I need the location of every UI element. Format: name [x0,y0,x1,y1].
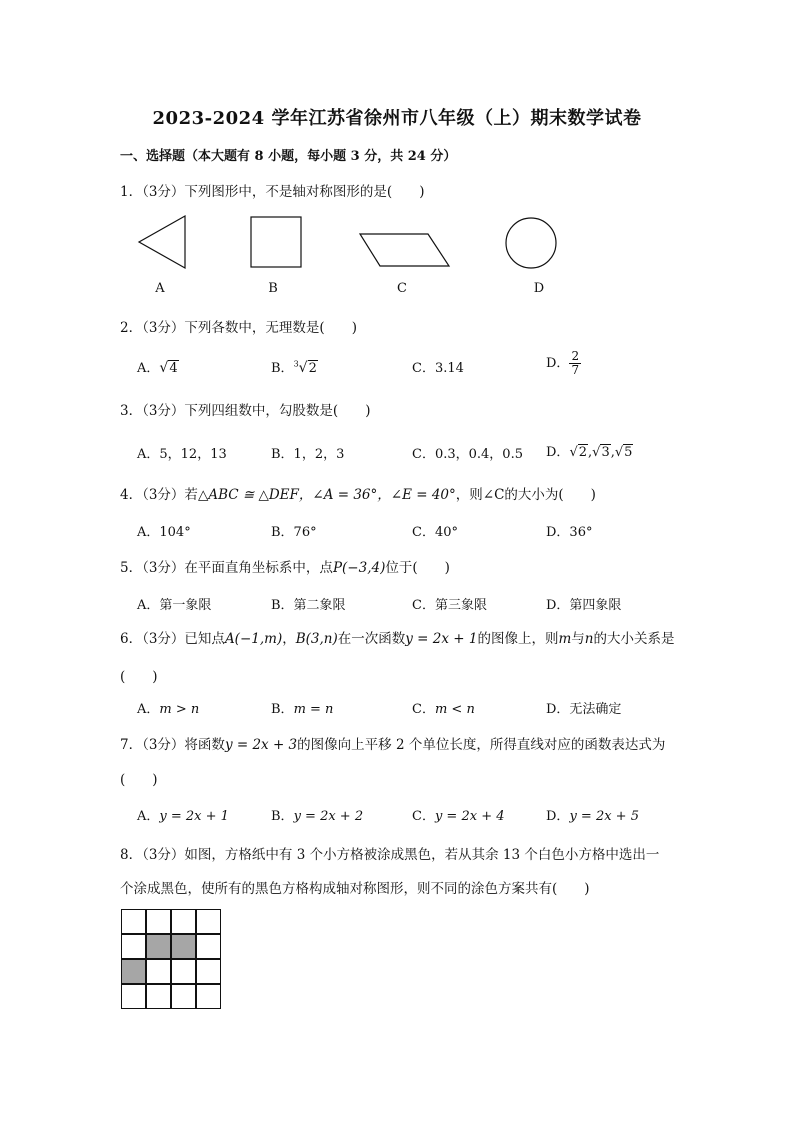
question-6-stem: 6．（3分）已知点A(−1,m)，B(3,n)在一次函数y = 2x + 1的图像上，则m与n的大小关系是 [120,631,675,647]
q5-option-a: A．第一象限 [137,598,212,613]
grid-figure [121,909,221,1009]
grid-cell-shaded [122,960,146,984]
grid-cell [122,985,146,1009]
question-7-paren: ( ) [120,772,158,788]
grid-cell [197,985,221,1009]
question-5-stem: 5．（3分）在平面直角坐标系中，点P(−3,4)位于( ) [120,560,450,576]
q2-option-b: B．$^3$√2 [271,359,317,376]
circle-figure [500,212,562,274]
grid-cell [197,960,221,984]
q4-option-d: D．36° [546,525,593,540]
q2-option-c: C．3.14 [412,361,464,376]
q6-option-c: C．m < n [412,702,475,717]
figure-label-d: D [533,281,545,296]
section-heading: 一、选择题（本大题有 8 小题，每小题 3 分，共 24 分） [120,149,457,164]
q5-option-d: D．第四象限 [546,598,622,613]
grid-cell [197,935,221,959]
q3-option-a: A．5，12，13 [137,447,227,462]
grid-cell-shaded [147,935,171,959]
q7-option-a: A．y = 2x + 1 [137,809,229,824]
grid-cell [197,910,221,934]
grid-cell [172,960,196,984]
q3-option-b: B．1，2，3 [271,447,345,462]
grid-cell [122,935,146,959]
q3-option-c: C．0.3，0.4，0.5 [412,447,523,462]
question-8-line-1: 8．（3分）如图，方格纸中有 3 个小方格被涂成黑色，若从其余 13 个白色小方格中选出一 [120,847,660,863]
q5-option-b: B．第二象限 [271,598,346,613]
grid-cell-shaded [172,935,196,959]
q5-option-c: C．第三象限 [412,598,487,613]
grid-cell [147,960,171,984]
figure-label-a: A [155,281,165,296]
q2-option-a: A．√4 [137,360,178,376]
question-2-stem: 2．（3分）下列各数中，无理数是( ) [120,320,357,336]
page-title: 2023-2024 学年江苏省徐州市八年级（上）期末数学试卷 [152,108,642,129]
figure-label-c: C [397,281,407,296]
square-figure [246,213,306,271]
question-1-stem: 1．（3分）下列图形中，不是轴对称图形的是( ) [120,184,425,200]
q7-option-c: C．y = 2x + 4 [412,809,505,824]
question-3-stem: 3．（3分）下列四组数中，勾股数是( ) [120,403,371,419]
question-6-paren: ( ) [120,669,158,685]
q6-option-b: B．m = n [271,702,334,717]
grid-cell [147,985,171,1009]
question-4-stem: 4．（3分）若△ABC ≅ △DEF，∠A = 36°，∠E = 40°，则∠C的大小为( ) [120,487,596,503]
q6-option-d: D．无法确定 [546,702,622,717]
q7-option-b: B．y = 2x + 2 [271,809,364,824]
q2-option-d: D． $\frac{2}{7}$ [546,349,580,377]
grid-cell [147,910,171,934]
parallelogram-figure [356,230,454,270]
grid-cell [172,910,196,934]
question-8-line-2: 个涂成黑色，使所有的黑色方格构成轴对称图形，则不同的涂色方案共有( ) [120,881,590,897]
question-7-stem: 7．（3分）将函数y = 2x + 3的图像向上平移 2 个单位长度，所得直线对应的函数表达式为 [120,737,666,753]
q4-option-c: C．40° [412,525,458,540]
grid-cell [172,985,196,1009]
q6-option-a: A．m > n [137,702,200,717]
q4-option-a: A．104° [137,525,191,540]
triangle-figure [132,213,192,271]
q7-option-d: D．y = 2x + 5 [546,809,639,824]
figure-label-b: B [268,281,278,296]
grid-cell [122,910,146,934]
q4-option-b: B．76° [271,525,317,540]
q3-option-d: D．√2,√3,√5 [546,445,633,460]
